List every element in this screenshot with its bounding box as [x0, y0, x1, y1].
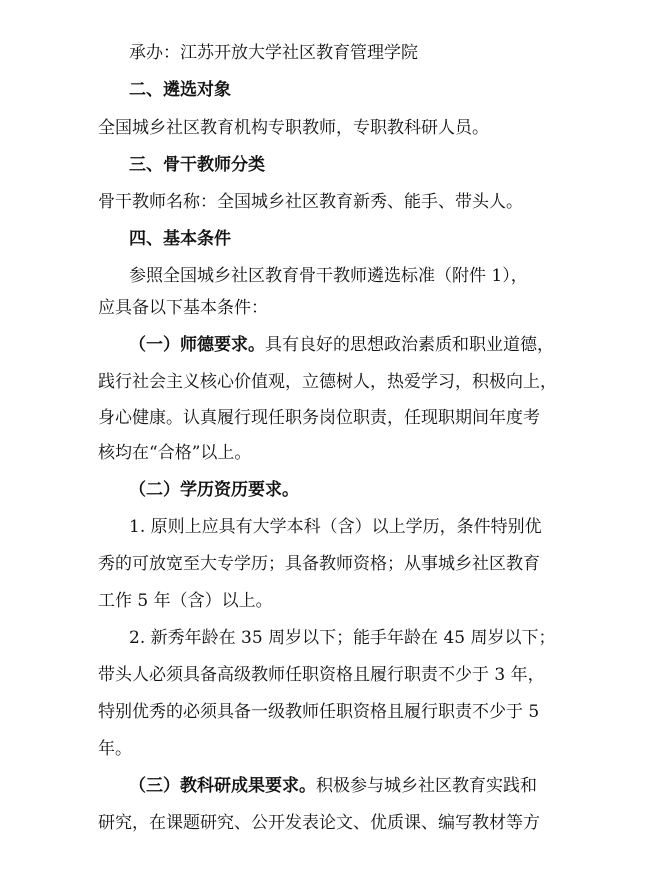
section-body-targets: 全国城乡社区教育机构专职教师，专职教科研人员。 [98, 118, 489, 138]
section-heading-conditions: 四、基本条件 [129, 229, 231, 249]
ethics-requirement-line-2: 践行社会主义核心价值观，立德树人，热爱学习，积极向上， [98, 372, 557, 392]
section-heading-targets: 二、遴选对象 [129, 80, 231, 100]
research-requirement-line-2: 研究，在课题研究、公开发表论文、优质课、编写教材等方 [98, 813, 540, 833]
ethics-requirement-line-4: 核均在“合格”以上。 [98, 443, 252, 463]
education-item1-line-2: 秀的可放宽至大专学历；具备教师资格；从事城乡社区教育 [98, 554, 540, 574]
research-requirement-line-1 [129, 774, 537, 798]
ethics-requirement-title: （一）师德要求。 [129, 335, 265, 355]
education-item2-line-2: 带头人必须具备高级教师任职资格且履行职责不少于 3 年， [98, 665, 545, 685]
ethics-requirement-line-1 [129, 333, 554, 357]
conditions-intro-line-2: 应具备以下基本条件： [98, 298, 268, 318]
section-heading-categories: 三、骨干教师分类 [129, 155, 265, 175]
research-requirement-title: （三）教科研成果要求。 [129, 776, 316, 796]
research-requirement-text: 积极参与城乡社区教育实践和 [316, 776, 537, 796]
education-requirement-title: （二）学历资历要求。 [129, 480, 299, 500]
education-item2-line-4: 年。 [98, 739, 132, 759]
section-body-categories: 骨干教师名称：全国城乡社区教育新秀、能手、带头人。 [98, 192, 523, 212]
conditions-intro-line-1: 参照全国城乡社区教育骨干教师遴选标准（附件 1）， [129, 266, 528, 286]
ethics-requirement-text: 具有良好的思想政治素质和职业道德， [265, 335, 554, 355]
education-item2-line-1: 2. 新秀年龄在 35 周岁以下；能手年龄在 45 周岁以下； [129, 628, 556, 648]
organizer-line: 承办：江苏开放大学社区教育管理学院 [129, 43, 418, 63]
education-item2-line-3: 特别优秀的必须具备一级教师任职资格且履行职责不少于 5 [98, 702, 540, 722]
education-item1-line-1: 1. 原则上应具有大学本科（含）以上学历，条件特别优 [129, 517, 542, 537]
ethics-requirement-line-3: 身心健康。认真履行现任职务岗位职责，任现职期间年度考 [98, 408, 540, 428]
education-item1-line-3: 工作 5 年（含）以上。 [98, 591, 273, 611]
